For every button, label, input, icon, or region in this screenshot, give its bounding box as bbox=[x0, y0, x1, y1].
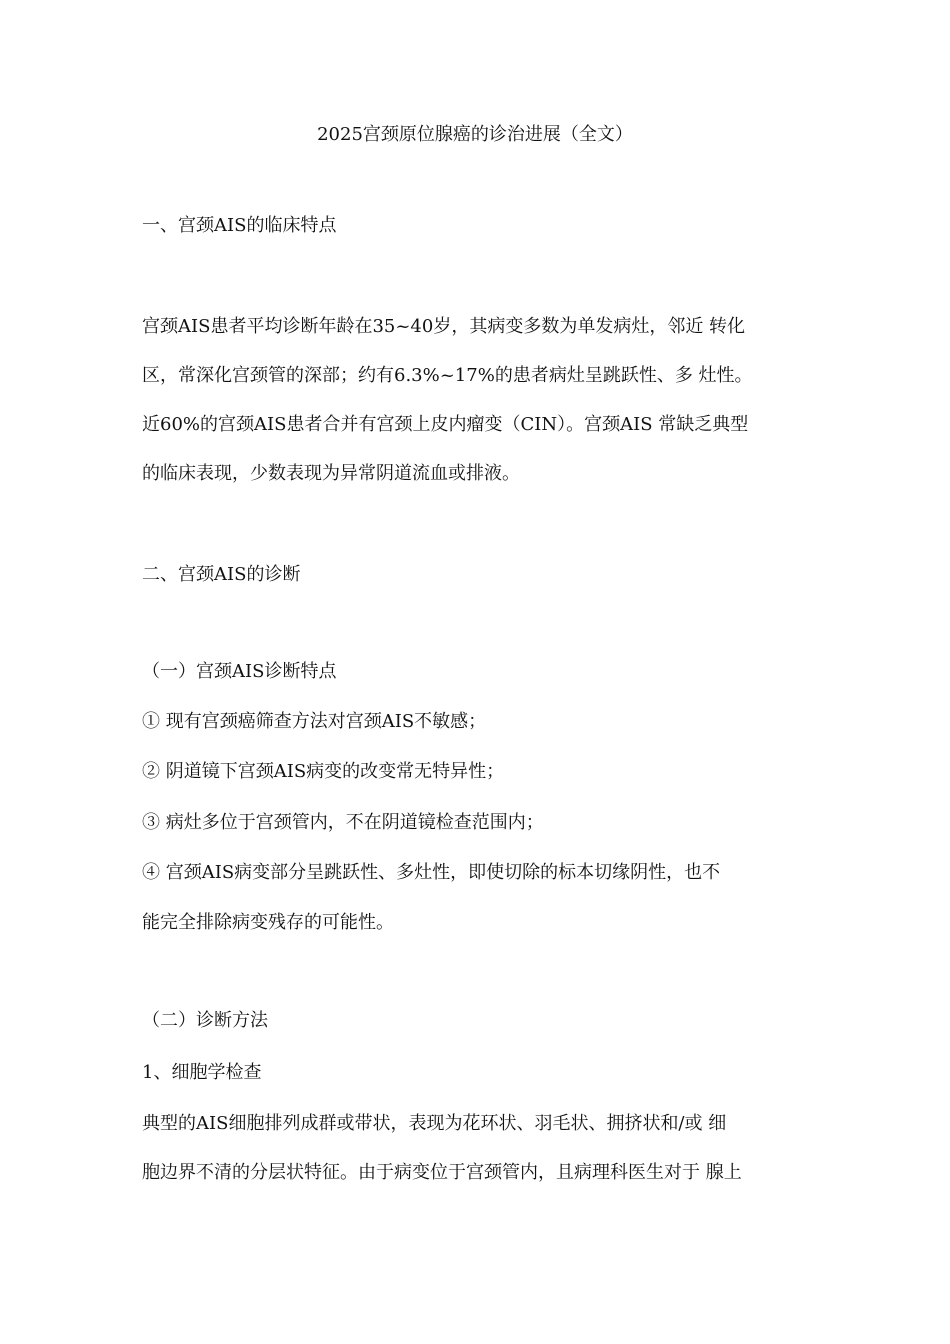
paragraph-line: 区，常深化宫颈管的深部；约有6.3%~17%的患者病灶呈跳跃性、多 灶性。 bbox=[142, 365, 753, 386]
document-title: 2025宫颈原位腺癌的诊治进展（全文） bbox=[317, 124, 633, 145]
list-item: ① 现有宫颈癌筛查方法对宫颈AIS不敏感； bbox=[142, 711, 487, 732]
paragraph-line: 近60%的宫颈AIS患者合并有宫颈上皮内瘤变（CIN）。宫颈AIS 常缺乏典型 bbox=[142, 414, 749, 435]
subsection-heading-cytology: 1、细胞学检查 bbox=[142, 1062, 262, 1083]
list-item: ② 阴道镜下宫颈AIS病变的改变常无特异性； bbox=[142, 761, 505, 782]
subsection-heading-diagnosis-features: （一）宫颈AIS诊断特点 bbox=[142, 661, 337, 682]
paragraph-line: 胞边界不清的分层状特征。由于病变位于宫颈管内，且病理科医生对于 腺上 bbox=[142, 1162, 742, 1183]
paragraph-line: 宫颈AIS患者平均诊断年龄在35~40岁，其病变多数为单发病灶，邻近 转化 bbox=[142, 316, 746, 337]
list-item: ③ 病灶多位于宫颈管内，不在阴道镜检查范围内； bbox=[142, 812, 544, 833]
paragraph-line: 典型的AIS细胞排列成群或带状，表现为花环状、羽毛状、拥挤状和/或 细 bbox=[142, 1113, 727, 1134]
list-item-continuation: 能完全排除病变残存的可能性。 bbox=[142, 912, 394, 933]
list-item: ④ 宫颈AIS病变部分呈跳跃性、多灶性，即使切除的标本切缘阴性，也不 bbox=[142, 862, 721, 883]
subsection-heading-diagnosis-methods: （二）诊断方法 bbox=[142, 1010, 268, 1031]
section-heading-clinical-features: 一、宫颈AIS的临床特点 bbox=[142, 215, 337, 236]
section-heading-diagnosis: 二、宫颈AIS的诊断 bbox=[142, 564, 301, 585]
paragraph-line: 的临床表现，少数表现为异常阴道流血或排液。 bbox=[142, 463, 520, 484]
